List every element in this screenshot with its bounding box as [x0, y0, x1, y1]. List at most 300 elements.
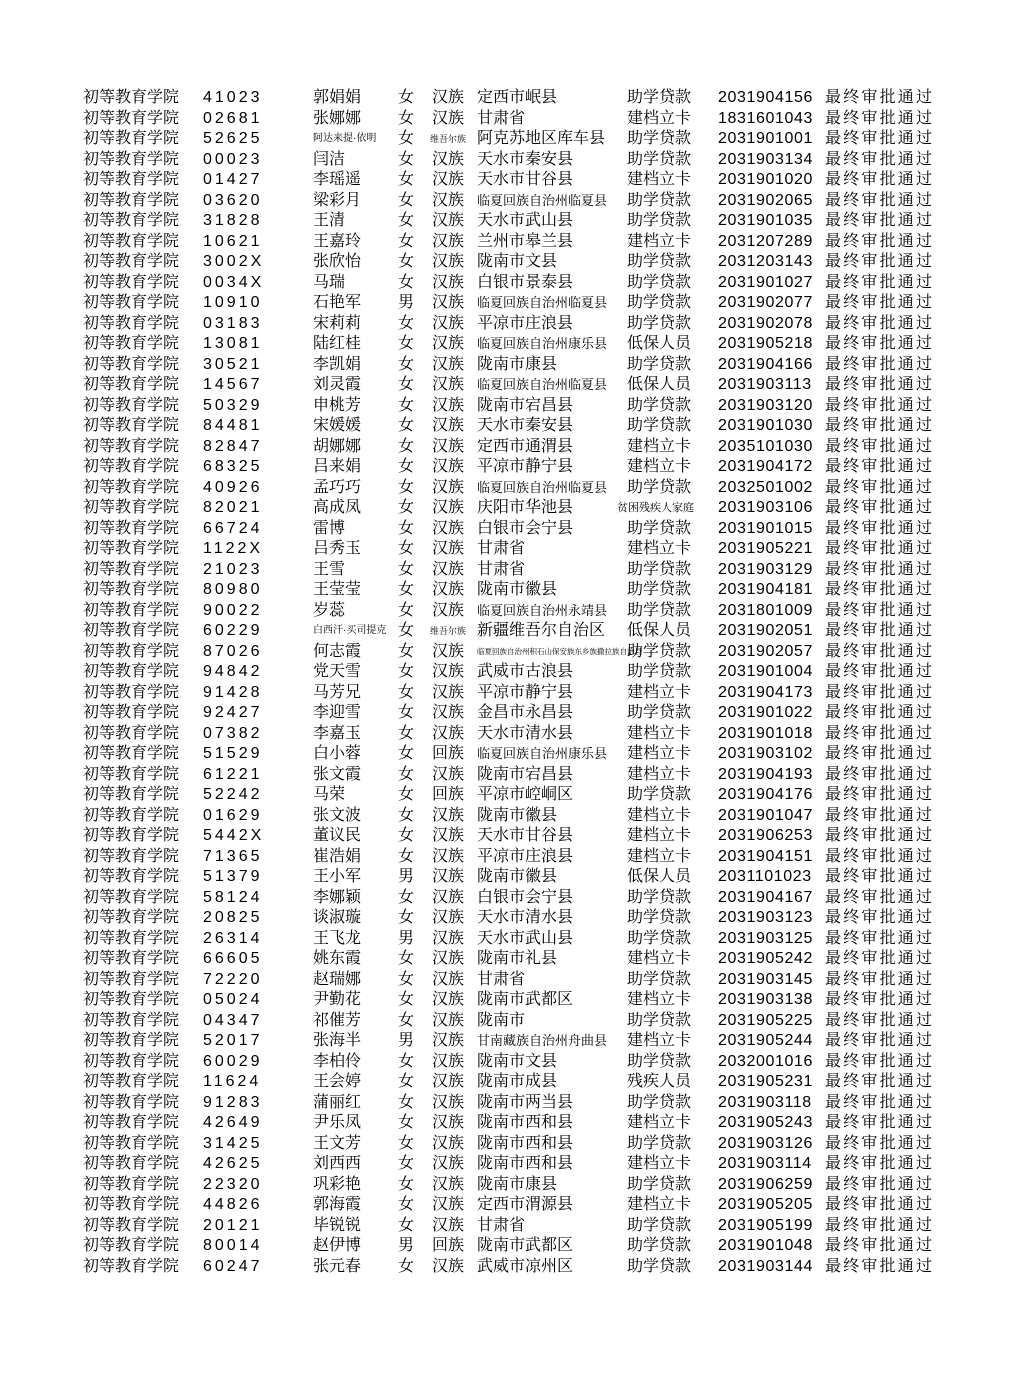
cell-origin-region: 临夏回族自治州临夏县 — [477, 295, 608, 310]
cell-ethnicity: 汉族 — [431, 1196, 464, 1213]
cell-aid-type: 助学贷款 — [627, 191, 692, 209]
cell-aid-type: 建档立卡 — [627, 991, 692, 1008]
cell-ethnicity: 汉族 — [431, 150, 464, 168]
cell-name: 王文芳 — [313, 1134, 362, 1152]
cell-approval-status: 最终审批通过 — [825, 909, 935, 926]
cell-ethnicity: 汉族 — [431, 806, 464, 824]
cell-gender: 女 — [398, 458, 415, 475]
cell-application-id: 2031905218 — [718, 335, 813, 352]
cell-ethnicity: 汉族 — [431, 519, 464, 537]
cell-student-code: 80980 — [203, 581, 263, 598]
cell-aid-type: 助学贷款 — [627, 1257, 692, 1275]
cell-name: 尹勤花 — [313, 991, 362, 1008]
cell-name: 郭海霞 — [313, 1196, 362, 1213]
cell-approval-status: 最终审批通过 — [825, 765, 935, 783]
cell-college: 初等教育学院 — [83, 745, 180, 762]
cell-approval-status: 最终审批通过 — [825, 745, 935, 762]
cell-student-code: 07382 — [203, 724, 263, 742]
cell-application-id: 2031904193 — [718, 765, 813, 783]
cell-approval-status: 最终审批通过 — [825, 970, 935, 988]
table-row — [0, 314, 1024, 335]
cell-origin-region: 定西市岷县 — [477, 89, 558, 106]
cell-ethnicity: 汉族 — [431, 560, 464, 578]
table-row — [0, 1175, 1024, 1196]
cell-ethnicity: 汉族 — [431, 724, 464, 742]
cell-application-id: 2031901015 — [718, 519, 813, 537]
cell-student-code: 84481 — [203, 417, 263, 434]
cell-college: 初等教育学院 — [83, 970, 180, 988]
cell-gender: 女 — [398, 253, 415, 270]
cell-student-code: 40926 — [203, 478, 263, 496]
cell-gender: 女 — [398, 745, 415, 762]
cell-name: 李嘉玉 — [313, 724, 362, 742]
cell-college: 初等教育学院 — [83, 89, 180, 106]
cell-gender: 女 — [398, 499, 415, 516]
cell-gender: 女 — [398, 581, 415, 598]
cell-college: 初等教育学院 — [83, 950, 180, 967]
cell-application-id: 2031901001 — [718, 130, 813, 147]
cell-gender: 女 — [398, 1011, 415, 1029]
cell-ethnicity: 汉族 — [431, 191, 464, 209]
cell-approval-status: 最终审批通过 — [825, 89, 935, 106]
cell-ethnicity: 汉族 — [431, 1114, 464, 1131]
cell-name: 王莹莹 — [313, 581, 362, 598]
cell-gender: 女 — [398, 724, 415, 742]
cell-college: 初等教育学院 — [83, 1134, 180, 1152]
cell-origin-region: 陇南市徽县 — [477, 806, 558, 824]
cell-name: 闫洁 — [313, 150, 346, 168]
cell-student-code: 60247 — [203, 1257, 263, 1275]
cell-application-id: 2031905231 — [718, 1073, 813, 1090]
cell-student-code: 41023 — [203, 89, 263, 106]
cell-application-id: 2031903125 — [718, 929, 813, 947]
cell-student-code: 50329 — [203, 396, 263, 414]
cell-college: 初等教育学院 — [83, 642, 180, 660]
cell-gender: 女 — [398, 130, 415, 147]
cell-application-id: 2031901022 — [718, 704, 813, 721]
cell-origin-region: 陇南市宕昌县 — [477, 396, 574, 414]
cell-ethnicity: 汉族 — [431, 868, 464, 885]
cell-ethnicity: 汉族 — [431, 970, 464, 988]
cell-name: 李柏伶 — [313, 1052, 362, 1070]
cell-name: 李瑶遥 — [313, 171, 362, 188]
cell-student-code: 03183 — [203, 314, 263, 332]
table-row — [0, 601, 1024, 622]
cell-name: 刘灵霞 — [313, 376, 362, 393]
cell-college: 初等教育学院 — [83, 294, 180, 311]
cell-student-code: 05024 — [203, 991, 263, 1008]
cell-approval-status: 最终审批通过 — [825, 1073, 935, 1090]
cell-aid-type: 助学贷款 — [627, 1134, 692, 1152]
cell-name: 巩彩艳 — [313, 1175, 362, 1193]
cell-college: 初等教育学院 — [83, 355, 180, 373]
cell-approval-status: 最终审批通过 — [825, 1134, 935, 1152]
cell-student-code: 66605 — [203, 950, 263, 967]
cell-gender: 女 — [398, 786, 415, 803]
cell-gender: 女 — [398, 765, 415, 783]
cell-ethnicity: 汉族 — [431, 847, 464, 865]
cell-origin-region: 甘肃省 — [477, 560, 526, 578]
cell-college: 初等教育学院 — [83, 335, 180, 352]
cell-gender: 女 — [398, 909, 415, 926]
cell-aid-type: 建档立卡 — [627, 540, 692, 557]
cell-ethnicity: 汉族 — [431, 478, 464, 496]
cell-student-code: 91428 — [203, 683, 263, 701]
cell-student-code: 51379 — [203, 868, 263, 885]
table-row — [0, 662, 1024, 683]
cell-application-id: 2031901035 — [718, 212, 813, 229]
cell-origin-region: 陇南市西和县 — [477, 1155, 574, 1172]
cell-college: 初等教育学院 — [83, 1114, 180, 1131]
cell-application-id: 2031905205 — [718, 1196, 813, 1213]
cell-approval-status: 最终审批通过 — [825, 355, 935, 373]
cell-aid-type: 助学贷款 — [627, 663, 692, 680]
cell-aid-type: 助学贷款 — [627, 929, 692, 947]
cell-origin-region: 临夏回族自治州积石山保安族东乡族撒拉族自治县 — [477, 646, 642, 656]
cell-origin-region: 甘南藏族自治州舟曲县 — [477, 1033, 608, 1048]
table-row — [0, 129, 1024, 150]
cell-college: 初等教育学院 — [83, 765, 180, 783]
cell-approval-status: 最终审批通过 — [825, 109, 935, 127]
cell-name: 石艳军 — [313, 294, 362, 311]
cell-ethnicity: 汉族 — [431, 1073, 464, 1090]
cell-origin-region: 陇南市文县 — [477, 253, 558, 270]
table-row — [0, 293, 1024, 314]
cell-approval-status: 最终审批通过 — [825, 376, 935, 393]
cell-application-id: 2031903120 — [718, 396, 813, 414]
cell-name: 高成凤 — [313, 499, 362, 516]
cell-college: 初等教育学院 — [83, 909, 180, 926]
cell-student-code: 82847 — [203, 437, 263, 455]
cell-application-id: 2031905244 — [718, 1032, 813, 1049]
cell-ethnicity: 汉族 — [431, 171, 464, 188]
cell-college: 初等教育学院 — [83, 663, 180, 680]
cell-aid-type: 建档立卡 — [627, 1196, 692, 1213]
cell-origin-region: 天水市秦安县 — [477, 417, 574, 434]
table-row — [0, 580, 1024, 601]
cell-college: 初等教育学院 — [83, 888, 180, 906]
cell-gender: 女 — [398, 991, 415, 1008]
cell-student-code: 44826 — [203, 1196, 263, 1213]
cell-gender: 女 — [398, 683, 415, 701]
cell-origin-region: 庆阳市华池县 — [477, 499, 574, 516]
cell-application-id: 2031904156 — [718, 89, 813, 106]
cell-origin-region: 武威市古浪县 — [477, 663, 574, 680]
cell-name: 姚东霞 — [313, 950, 362, 967]
cell-aid-type: 助学贷款 — [627, 314, 692, 332]
cell-approval-status: 最终审批通过 — [825, 540, 935, 557]
cell-aid-type: 建档立卡 — [627, 232, 692, 250]
cell-application-id: 2031207289 — [718, 232, 813, 250]
cell-aid-type: 助学贷款 — [627, 970, 692, 988]
cell-name: 祁催芳 — [313, 1011, 362, 1029]
table-row — [0, 560, 1024, 581]
cell-student-code: 61221 — [203, 765, 263, 783]
cell-name: 赵瑞娜 — [313, 970, 362, 988]
cell-gender: 女 — [398, 519, 415, 537]
cell-college: 初等教育学院 — [83, 1093, 180, 1111]
cell-aid-type: 建档立卡 — [627, 437, 692, 455]
cell-approval-status: 最终审批通过 — [825, 1196, 935, 1213]
cell-aid-type: 建档立卡 — [627, 171, 692, 188]
cell-approval-status: 最终审批通过 — [825, 232, 935, 250]
cell-college: 初等教育学院 — [83, 314, 180, 332]
cell-ethnicity: 汉族 — [431, 1216, 464, 1234]
cell-application-id: 2032501002 — [718, 478, 813, 496]
cell-aid-type: 建档立卡 — [627, 683, 692, 701]
cell-aid-type: 建档立卡 — [627, 1032, 692, 1049]
cell-gender: 女 — [398, 1155, 415, 1172]
table-row — [0, 1216, 1024, 1237]
cell-origin-region: 天水市清水县 — [477, 909, 574, 926]
table-row — [0, 826, 1024, 847]
cell-aid-type: 残疾人员 — [627, 1073, 692, 1090]
cell-application-id: 2031903123 — [718, 909, 813, 926]
cell-college: 初等教育学院 — [83, 437, 180, 455]
cell-origin-region: 陇南市康县 — [477, 1175, 558, 1193]
cell-student-code: 80014 — [203, 1237, 263, 1254]
cell-name: 王小军 — [313, 868, 362, 885]
cell-origin-region: 陇南市武都区 — [477, 1237, 574, 1254]
cell-aid-type: 助学贷款 — [627, 1011, 692, 1029]
cell-student-code: 52625 — [203, 130, 263, 147]
cell-origin-region: 陇南市两当县 — [477, 1093, 574, 1111]
cell-ethnicity: 汉族 — [431, 89, 464, 106]
table-row — [0, 1072, 1024, 1093]
cell-college: 初等教育学院 — [83, 622, 180, 639]
cell-origin-region: 武威市凉州区 — [477, 1257, 574, 1275]
table-row — [0, 867, 1024, 888]
cell-name: 张元春 — [313, 1257, 362, 1275]
cell-name: 张欣怡 — [313, 253, 362, 270]
cell-name: 王嘉玲 — [313, 232, 362, 250]
cell-origin-region: 天水市甘谷县 — [477, 827, 574, 844]
cell-aid-type: 建档立卡 — [627, 950, 692, 967]
cell-college: 初等教育学院 — [83, 519, 180, 537]
cell-gender: 男 — [398, 1237, 415, 1254]
cell-approval-status: 最终审批通过 — [825, 663, 935, 680]
cell-gender: 女 — [398, 847, 415, 865]
cell-aid-type: 建档立卡 — [627, 806, 692, 824]
table-row — [0, 683, 1024, 704]
cell-approval-status: 最终审批通过 — [825, 499, 935, 516]
cell-name: 董议民 — [313, 827, 362, 844]
cell-origin-region: 兰州市皋兰县 — [477, 232, 574, 250]
cell-application-id: 2031905242 — [718, 950, 813, 967]
cell-aid-type: 建档立卡 — [627, 827, 692, 844]
cell-gender: 女 — [398, 376, 415, 393]
table-row — [0, 806, 1024, 827]
cell-approval-status: 最终审批通过 — [825, 601, 935, 619]
cell-student-code: 72220 — [203, 970, 263, 988]
cell-ethnicity: 汉族 — [431, 581, 464, 598]
cell-gender: 女 — [398, 622, 415, 639]
table-row — [0, 375, 1024, 396]
cell-name: 崔浩娟 — [313, 847, 362, 865]
cell-student-code: 52242 — [203, 786, 263, 803]
cell-origin-region: 定西市通渭县 — [477, 437, 574, 455]
cell-ethnicity: 汉族 — [431, 888, 464, 906]
cell-aid-type: 建档立卡 — [627, 745, 692, 762]
cell-college: 初等教育学院 — [83, 212, 180, 229]
cell-aid-type: 助学贷款 — [627, 294, 692, 311]
cell-aid-type: 贫困残疾人家庭 — [617, 502, 694, 514]
cell-aid-type: 助学贷款 — [627, 704, 692, 721]
cell-origin-region: 天水市武山县 — [477, 212, 574, 229]
table-row — [0, 170, 1024, 191]
cell-gender: 女 — [398, 1257, 415, 1275]
cell-origin-region: 陇南市成县 — [477, 1073, 558, 1090]
cell-gender: 女 — [398, 109, 415, 127]
cell-application-id: 2031203143 — [718, 253, 813, 270]
cell-aid-type: 助学贷款 — [627, 396, 692, 414]
cell-ethnicity: 汉族 — [431, 929, 464, 947]
cell-application-id: 1831601043 — [718, 109, 813, 127]
table-row — [0, 847, 1024, 868]
cell-approval-status: 最终审批通过 — [825, 212, 935, 229]
cell-student-code: 87026 — [203, 642, 263, 660]
cell-approval-status: 最终审批通过 — [825, 724, 935, 742]
cell-gender: 女 — [398, 417, 415, 434]
cell-student-code: 51529 — [203, 745, 263, 762]
cell-origin-region: 甘肃省 — [477, 1216, 526, 1234]
table-row — [0, 765, 1024, 786]
cell-gender: 男 — [398, 294, 415, 311]
cell-student-code: 66724 — [203, 519, 263, 537]
cell-origin-region: 陇南市徽县 — [477, 581, 558, 598]
cell-aid-type: 助学贷款 — [627, 1052, 692, 1070]
cell-aid-type: 建档立卡 — [627, 109, 692, 127]
table-row — [0, 232, 1024, 253]
cell-aid-type: 低保人员 — [627, 335, 692, 352]
table-row — [0, 396, 1024, 417]
cell-application-id: 2031903102 — [718, 745, 813, 762]
table-row — [0, 1154, 1024, 1175]
cell-aid-type: 建档立卡 — [627, 765, 692, 783]
cell-college: 初等教育学院 — [83, 1032, 180, 1049]
cell-gender: 女 — [398, 888, 415, 906]
cell-college: 初等教育学院 — [83, 1155, 180, 1172]
cell-student-code: 20825 — [203, 909, 263, 926]
cell-student-code: 42649 — [203, 1114, 263, 1131]
cell-aid-type: 建档立卡 — [627, 724, 692, 742]
cell-college: 初等教育学院 — [83, 1237, 180, 1254]
cell-college: 初等教育学院 — [83, 130, 180, 147]
cell-origin-region: 陇南市 — [477, 1011, 526, 1029]
cell-application-id: 2031904172 — [718, 458, 813, 475]
cell-application-id: 2031904173 — [718, 683, 813, 701]
cell-origin-region: 阿克苏地区库车县 — [477, 130, 606, 147]
cell-aid-type: 建档立卡 — [627, 1114, 692, 1131]
cell-college: 初等教育学院 — [83, 827, 180, 844]
cell-aid-type: 助学贷款 — [627, 560, 692, 578]
cell-application-id: 2031901027 — [718, 273, 813, 291]
cell-ethnicity: 回族 — [431, 786, 464, 803]
table-row — [0, 478, 1024, 499]
cell-name: 吕秀玉 — [313, 540, 362, 557]
cell-gender: 女 — [398, 1196, 415, 1213]
cell-gender: 女 — [398, 601, 415, 619]
cell-origin-region: 平凉市静宁县 — [477, 458, 574, 475]
cell-gender: 女 — [398, 232, 415, 250]
cell-application-id: 2031904176 — [718, 786, 813, 803]
cell-ethnicity: 汉族 — [431, 683, 464, 701]
cell-application-id: 2031903145 — [718, 970, 813, 988]
cell-approval-status: 最终审批通过 — [825, 622, 935, 639]
cell-approval-status: 最终审批通过 — [825, 1052, 935, 1070]
cell-application-id: 2031901004 — [718, 663, 813, 680]
cell-ethnicity: 汉族 — [431, 1052, 464, 1070]
cell-name: 刘西西 — [313, 1155, 362, 1172]
cell-student-code: 68325 — [203, 458, 263, 475]
cell-gender: 女 — [398, 1216, 415, 1234]
cell-origin-region: 临夏回族自治州临夏县 — [477, 192, 608, 208]
cell-ethnicity: 汉族 — [431, 1175, 464, 1193]
cell-origin-region: 甘肃省 — [477, 970, 526, 988]
table-row — [0, 109, 1024, 130]
cell-application-id: 2031903114 — [718, 1155, 812, 1172]
cell-aid-type: 助学贷款 — [627, 478, 692, 496]
cell-student-code: 10910 — [203, 294, 263, 311]
cell-college: 初等教育学院 — [83, 560, 180, 578]
cell-approval-status: 最终审批通过 — [825, 478, 935, 496]
cell-ethnicity: 汉族 — [431, 458, 464, 475]
cell-student-code: 42625 — [203, 1155, 263, 1172]
cell-approval-status: 最终审批通过 — [825, 273, 935, 291]
cell-gender: 女 — [398, 437, 415, 455]
cell-ethnicity: 汉族 — [431, 232, 464, 250]
cell-origin-region: 金昌市永昌县 — [477, 704, 574, 721]
cell-aid-type: 助学贷款 — [627, 642, 692, 660]
cell-college: 初等教育学院 — [83, 499, 180, 516]
cell-application-id: 2035101030 — [718, 437, 813, 455]
cell-origin-region: 天水市甘谷县 — [477, 171, 574, 188]
cell-name: 李凯娟 — [313, 355, 362, 373]
cell-gender: 女 — [398, 1175, 415, 1193]
cell-college: 初等教育学院 — [83, 847, 180, 865]
cell-ethnicity: 汉族 — [431, 253, 464, 270]
cell-name: 赵伊博 — [313, 1237, 362, 1254]
cell-ethnicity: 汉族 — [431, 417, 464, 434]
cell-origin-region: 甘肃省 — [477, 540, 526, 557]
cell-gender: 女 — [398, 704, 415, 721]
cell-aid-type: 助学贷款 — [627, 417, 692, 434]
cell-ethnicity: 汉族 — [431, 376, 464, 393]
cell-approval-status: 最终审批通过 — [825, 1011, 935, 1029]
cell-gender: 女 — [398, 540, 415, 557]
cell-approval-status: 最终审批通过 — [825, 1175, 935, 1193]
cell-approval-status: 最终审批通过 — [825, 683, 935, 701]
cell-application-id: 2031902078 — [718, 314, 813, 332]
cell-aid-type: 助学贷款 — [627, 1216, 692, 1234]
cell-approval-status: 最终审批通过 — [825, 950, 935, 967]
cell-approval-status: 最终审批通过 — [825, 827, 935, 844]
cell-application-id: 2031901030 — [718, 417, 813, 434]
cell-gender: 女 — [398, 212, 415, 229]
cell-approval-status: 最终审批通过 — [825, 253, 935, 270]
cell-application-id: 2031905225 — [718, 1011, 813, 1029]
cell-aid-type: 助学贷款 — [627, 519, 692, 537]
cell-origin-region: 天水市清水县 — [477, 724, 574, 742]
table-row — [0, 150, 1024, 171]
cell-gender: 女 — [398, 806, 415, 824]
cell-college: 初等教育学院 — [83, 786, 180, 803]
cell-name: 宋莉莉 — [313, 314, 362, 332]
cell-ethnicity: 汉族 — [431, 499, 464, 516]
cell-name: 岁蕊 — [313, 601, 346, 619]
cell-student-code: 00023 — [203, 150, 263, 168]
cell-student-code: 11624 — [203, 1073, 262, 1090]
